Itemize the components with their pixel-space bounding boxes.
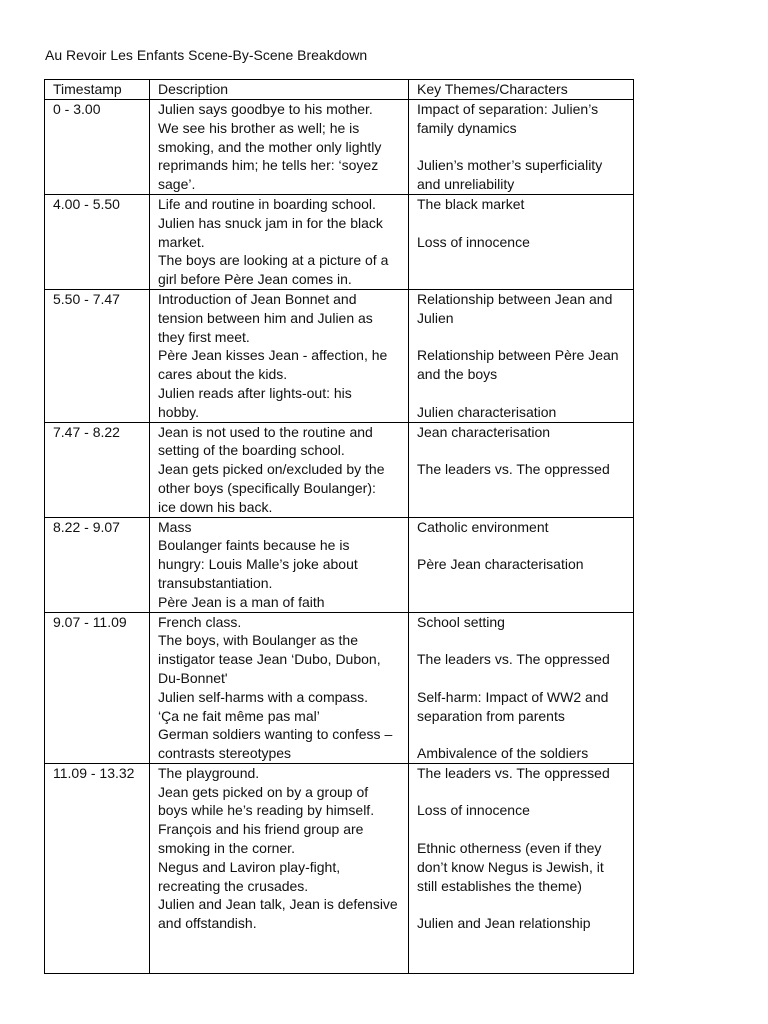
text-line: cares about the kids.: [158, 366, 288, 383]
line-gap: [417, 536, 629, 555]
table-row: [45, 100, 634, 195]
line-gap: [417, 631, 629, 650]
header-timestamp: Timestamp: [45, 80, 150, 100]
text-line: Ambivalence of the soldiers: [417, 745, 589, 762]
text-line: Julien and Jean relationship: [417, 915, 591, 932]
table-row: [45, 763, 634, 973]
themes-cell: [409, 517, 634, 612]
header-key-themes: Key Themes/Characters: [409, 80, 634, 100]
text-line: The boys, with Boulanger as the: [158, 632, 359, 649]
text-line: The leaders vs. The oppressed: [417, 461, 610, 478]
text-line: hungry: Louis Malle’s joke about: [158, 556, 358, 573]
text-line: Catholic environment: [417, 518, 549, 535]
line-gap: [417, 669, 629, 688]
text-line: The boys are looking at a picture of a: [158, 252, 389, 269]
text-line: Loss of innocence: [417, 233, 530, 250]
text-line: Jean characterisation: [417, 423, 551, 440]
text-line: Loss of innocence: [417, 802, 530, 819]
line-gap: [417, 820, 629, 839]
text-line: Life and routine in boarding school.: [158, 195, 376, 212]
text-line: Julien says goodbye to his mother.: [158, 101, 373, 117]
text-line: and the boys: [417, 366, 498, 383]
line-gap: [417, 138, 629, 157]
description-cell: [150, 100, 409, 195]
text-line: and offstandish.: [158, 915, 257, 932]
text-line: separation from parents: [417, 707, 565, 724]
description-cell: [150, 289, 409, 422]
text-line: Jean gets picked on by a group of: [158, 783, 369, 800]
text-line: Julien reads after lights-out: his: [158, 384, 352, 401]
table-row: [45, 517, 634, 612]
text-line: Jean gets picked on/excluded by the: [158, 461, 385, 478]
timestamp-cell: 4.00 - 5.50: [45, 194, 150, 289]
line-gap: [417, 441, 629, 460]
text-line: reprimands him; he tells her: ‘soyez: [158, 157, 379, 174]
description-cell: [150, 763, 409, 973]
text-line: Self-harm: Impact of WW2 and: [417, 688, 609, 705]
text-line: Mass: [158, 518, 192, 535]
text-line: French class.: [158, 613, 242, 630]
themes-cell: [409, 194, 634, 289]
timestamp-cell: 11.09 - 13.32: [45, 763, 150, 973]
text-line: Père Jean kisses Jean - affection, he: [158, 347, 388, 364]
text-line: smoking, and the mother only lightly: [158, 138, 382, 155]
document-title: Au Revoir Les Enfants Scene-By-Scene Breakdown: [45, 47, 368, 63]
text-line: girl before Père Jean comes in.: [158, 271, 352, 288]
description-cell: [150, 194, 409, 289]
text-line: recreating the crusades.: [158, 877, 309, 894]
text-line: setting of the boarding school.: [158, 442, 345, 459]
text-line: The black market: [417, 195, 525, 212]
header-description: Description: [150, 80, 409, 100]
text-line: The playground.: [158, 764, 260, 781]
text-line: Père Jean is a man of faith: [158, 593, 325, 610]
text-line: The leaders vs. The oppressed: [417, 764, 610, 781]
text-line: Julien and Jean talk, Jean is defensive: [158, 896, 398, 913]
scene-breakdown-table: [44, 79, 634, 974]
themes-cell: [409, 100, 634, 195]
text-line: The leaders vs. The oppressed: [417, 651, 610, 668]
text-line: Du-Bonnet': [158, 669, 228, 686]
text-line: Julien characterisation: [417, 403, 557, 420]
timestamp-cell: 0 - 3.00: [45, 100, 150, 195]
text-line: Relationship between Jean and: [417, 290, 613, 307]
text-line: Introduction of Jean Bonnet and: [158, 290, 357, 307]
text-line: tension between him and Julien as: [158, 309, 373, 326]
text-line: contrasts stereotypes: [158, 745, 292, 762]
table-row: [45, 612, 634, 763]
timestamp-cell: 8.22 - 9.07: [45, 517, 150, 612]
text-line: boys while he’s reading by himself.: [158, 802, 375, 819]
text-line: ice down his back.: [158, 498, 273, 515]
table-body: [45, 100, 634, 974]
table-header-row: [45, 80, 634, 100]
text-line: We see his brother as well; he is: [158, 119, 360, 136]
timestamp-cell: 9.07 - 11.09: [45, 612, 150, 763]
table-row: [45, 422, 634, 517]
line-gap: [417, 725, 629, 744]
text-line: Ethnic otherness (even if they: [417, 840, 602, 857]
text-line: Relationship between Père Jean: [417, 347, 619, 364]
text-line: still establishes the theme): [417, 877, 582, 894]
themes-cell: [409, 612, 634, 763]
text-line: instigator tease Jean ‘Dubo, Dubon,: [158, 651, 381, 668]
text-line: François and his friend group are: [158, 821, 364, 838]
themes-cell: [409, 289, 634, 422]
text-line: they first meet.: [158, 328, 250, 345]
line-gap: [417, 328, 629, 347]
text-line: and unreliability: [417, 176, 515, 193]
line-gap: [417, 384, 629, 403]
text-line: smoking in the corner.: [158, 840, 295, 857]
description-cell: [150, 422, 409, 517]
line-gap: [417, 214, 629, 233]
timestamp-cell: 5.50 - 7.47: [45, 289, 150, 422]
text-line: Julien self-harms with a compass.: [158, 688, 369, 705]
text-line: Impact of separation: Julien’s: [417, 101, 599, 117]
themes-cell: [409, 763, 634, 973]
text-line: School setting: [417, 613, 505, 630]
text-line: don’t know Negus is Jewish, it: [417, 858, 604, 875]
text-line: hobby.: [158, 403, 199, 420]
text-line: Julien has snuck jam in for the black: [158, 214, 383, 231]
text-line: ‘Ça ne fait même pas mal’: [158, 707, 320, 724]
text-line: Julien’s mother’s superficiality: [417, 157, 603, 174]
timestamp-cell: 7.47 - 8.22: [45, 422, 150, 517]
table-row: [45, 289, 634, 422]
description-cell: [150, 517, 409, 612]
text-line: family dynamics: [417, 119, 517, 136]
text-line: market.: [158, 233, 205, 250]
description-cell: [150, 612, 409, 763]
text-line: German soldiers wanting to confess –: [158, 726, 393, 743]
text-line: other boys (specifically Boulanger):: [158, 479, 376, 496]
table-row: [45, 194, 634, 289]
text-line: Boulanger faints because he is: [158, 537, 350, 554]
text-line: sage’.: [158, 176, 196, 193]
line-gap: [417, 895, 629, 914]
text-line: Jean is not used to the routine and: [158, 423, 373, 440]
text-line: transubstantiation.: [158, 574, 273, 591]
text-line: Julien: [417, 309, 454, 326]
line-gap: [417, 783, 629, 802]
text-line: Negus and Laviron play-fight,: [158, 858, 341, 875]
text-line: Père Jean characterisation: [417, 556, 584, 573]
themes-cell: [409, 422, 634, 517]
